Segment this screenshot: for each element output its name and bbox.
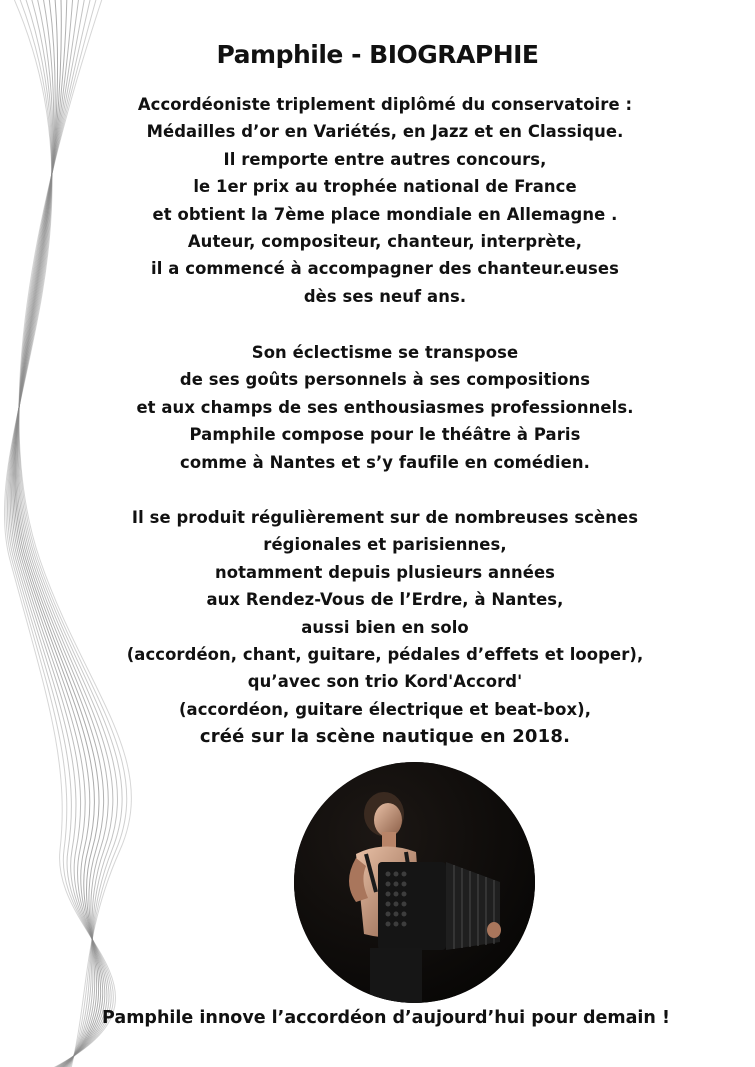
paragraph-line: aux Rendez-Vous de l’Erdre, à Nantes, bbox=[206, 590, 564, 610]
paragraph-line: (accordéon, guitare électrique et beat-box), bbox=[178, 699, 592, 719]
paragraph-line: notamment depuis plusieurs années bbox=[214, 562, 556, 582]
paragraph-line: Médailles d’or en Variétés, en Jazz et en Classique. bbox=[146, 122, 624, 142]
paragraph-line: et aux champs de ses enthousiasmes professionnels. bbox=[136, 397, 634, 417]
closing-tagline: Pamphile innove l’accordéon d’aujourd’hui pour demain ! bbox=[102, 1008, 670, 1028]
paragraph-line: Il se produit régulièrement sur de nombreuses scènes bbox=[131, 508, 639, 527]
paragraph-line: régionales et parisiennes, bbox=[263, 535, 507, 555]
paragraph-line: Il remporte entre autres concours, bbox=[223, 149, 547, 169]
biography-paragraph-2 bbox=[30, 339, 740, 476]
paragraph-line: Accordéoniste triplement diplômé du conservatoire : bbox=[137, 95, 633, 114]
paragraph-line: qu’avec son trio Kord'Accord' bbox=[247, 672, 523, 692]
paragraph-line: et obtient la 7ème place mondiale en Allemagne . bbox=[152, 204, 618, 224]
paragraph-line: (accordéon, chant, guitare, pédales d’effets et looper), bbox=[126, 645, 644, 665]
paragraph-line: de ses goûts personnels à ses compositions bbox=[179, 370, 591, 390]
paragraph-line: il a commencé à accompagner des chanteur.euses bbox=[151, 259, 619, 279]
page-title: Pamphile - BIOGRAPHIE bbox=[216, 40, 539, 69]
paragraph-line: Son éclectisme se transpose bbox=[251, 343, 519, 362]
paragraph-line: dès ses neuf ans. bbox=[303, 286, 467, 306]
paragraph-line: Auteur, compositeur, chanteur, interprète, bbox=[187, 232, 583, 252]
biography-paragraph-3 bbox=[30, 504, 740, 751]
accordion-player-illustration bbox=[294, 762, 535, 1003]
paragraph-line: aussi bien en solo bbox=[301, 617, 469, 637]
paragraph-line: créé sur la scène nautique en 2018. bbox=[199, 726, 571, 748]
paragraph-line: comme à Nantes et s’y faufile en comédien. bbox=[180, 452, 590, 472]
biography-paragraph-1 bbox=[30, 91, 740, 310]
paragraph-line: Pamphile compose pour le théâtre à Paris bbox=[189, 425, 581, 445]
accordion-player-photo bbox=[294, 762, 535, 1003]
paragraph-line: le 1er prix au trophée national de France bbox=[193, 177, 577, 197]
